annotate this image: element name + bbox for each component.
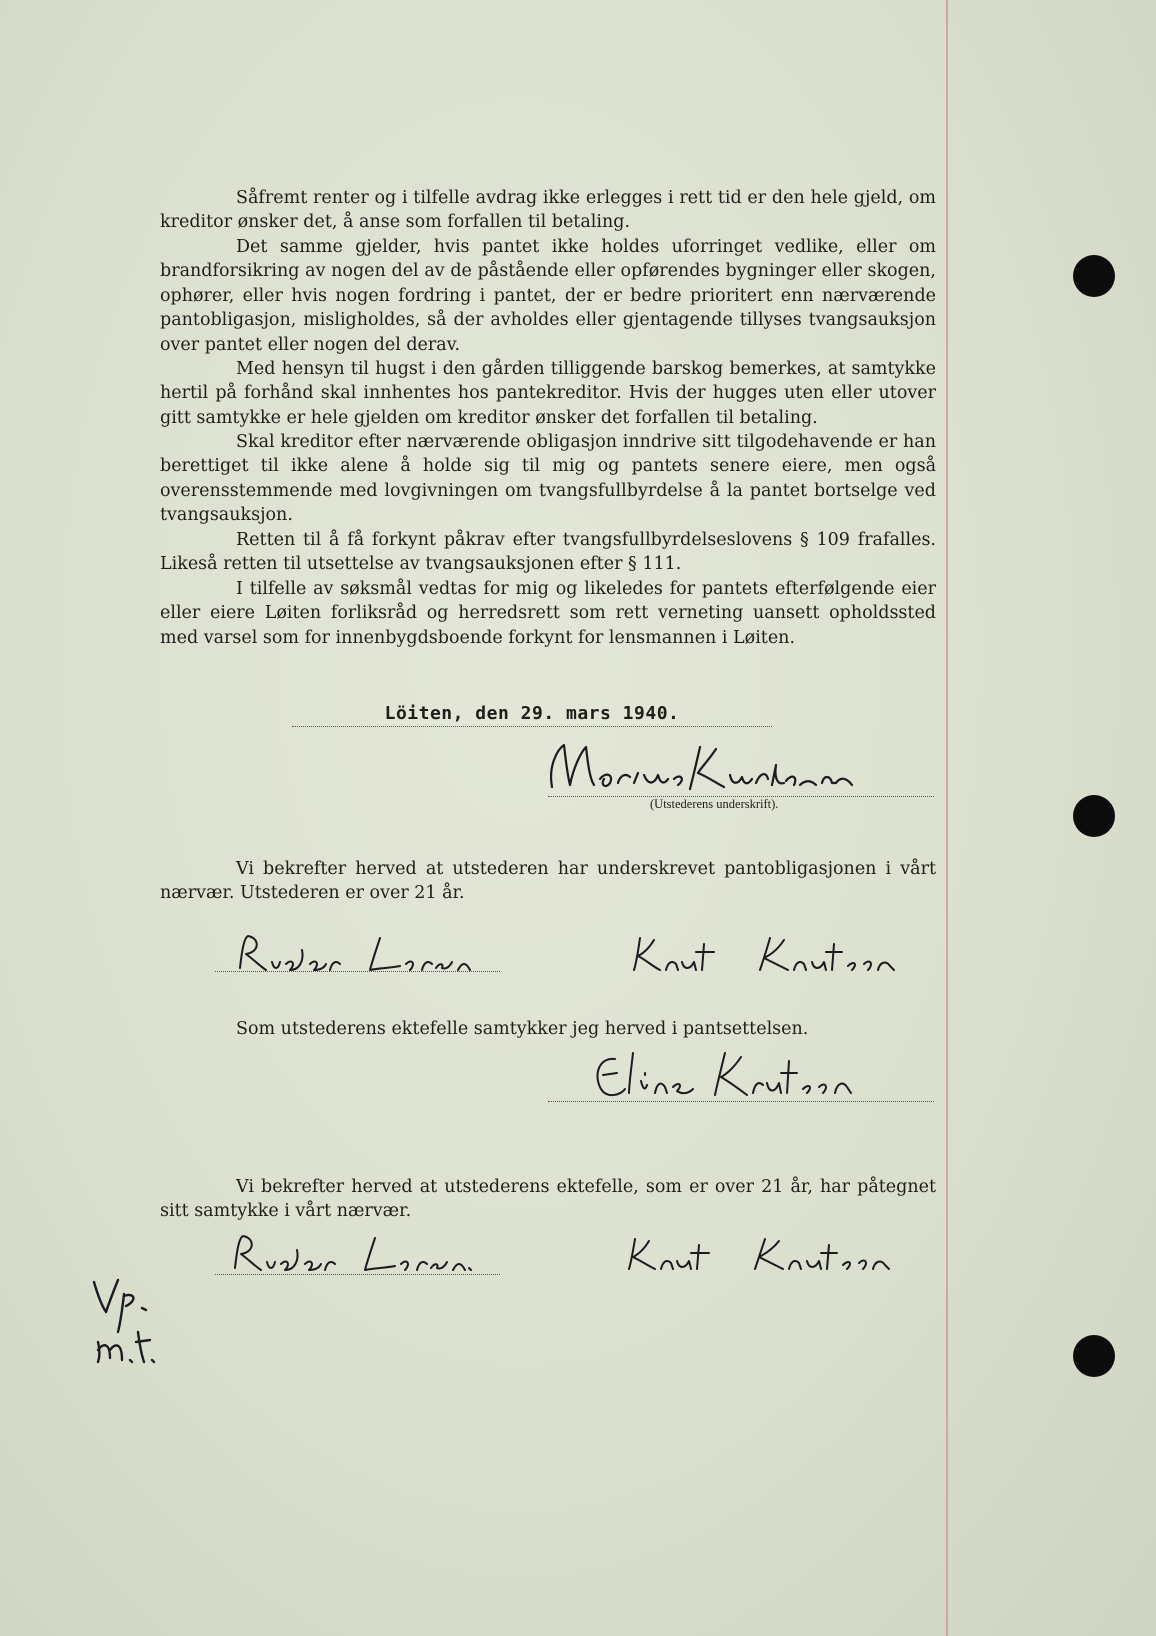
paragraph-text: I tilfelle av søksmål vedtas for mig og likeledes for pantets efterfølgende eier eller eiere Løiten forliksråd og herredsrett som rett verneting uansett opholdssted med varsel som for innenbygdsboende forkynt for lensmannen i Løiten.: [160, 579, 936, 648]
paragraph-default-clause: [160, 186, 936, 235]
bleed-through: [160, 712, 164, 727]
margin-note: [84, 1272, 184, 1372]
witness-a-signature: [230, 930, 490, 975]
issuer-caption: (Utstederens underskrift).: [650, 797, 779, 811]
punch-hole-icon: [1073, 795, 1115, 837]
spouse-signature: [585, 1045, 885, 1105]
paragraph-maintenance-clause: [160, 235, 936, 357]
paragraph-text: Vi bekrefter herved at utstederens ektefelle, som er over 21 år, har påtegnet sitt samtykke i vårt nærvær.: [160, 1177, 936, 1222]
paragraph-waiver-clause: [160, 528, 936, 577]
paragraph-enforcement-clause: [160, 430, 936, 528]
paragraph-text: Det samme gjelder, hvis pantet ikke holdes uforringet vedlike, eller om brandforsikring av nogen del av de påstående eller opførendes bygninger eller skogen, ophører, eller hvis nogen fordring i pantet, der er bedre prioritert enn nærværende pantobligasjon, misligholdes, så der avholdes eller gjentagende tillyses tvangsauksjon over pantet eller nogen del derav.: [160, 237, 936, 355]
paragraph-logging-clause: [160, 357, 936, 430]
paragraph-text: Med hensyn til hugst i den gården tilliggende barskog bemerkes, at samtykke hertil på forhånd skal innhentes hos pantekreditor. Hvis der hugges uten eller utover gitt samtykke er hele gjelden om kreditor ønsker det forfallen til betaling.: [160, 359, 936, 428]
paragraph-text: Skal kreditor efter nærværende obligasjon inndrive sitt tilgodehavende er han berettiget til ikke alene å holde sig til mig og pantets senere eiere, men også overensstemmende med lovgivningen om tvangsfullbyrdelse å la pantet bortselge ved tvangsauksjon.: [160, 432, 936, 526]
punch-hole-icon: [1073, 255, 1115, 297]
witness-b-signature: [620, 930, 940, 975]
witness-statement-1: [160, 857, 936, 906]
paragraph-text: Som utstederens ektefelle samtykker jeg herved i pantsettelsen.: [236, 1019, 809, 1039]
date-line: Löiten, den 29. mars 1940.: [292, 703, 772, 727]
witness-a2-signature-line: [215, 1273, 500, 1275]
paragraph-text: Retten til å få forkynt påkrav efter tvangsfullbyrdelseslovens § 109 frafalles. Likeså retten til utsettelse av tvangsauksjonen efter § 111.: [160, 530, 936, 575]
red-margin-line: [946, 0, 948, 1636]
witness-a-signature-line: [215, 970, 500, 972]
spouse-signature-line: [548, 1100, 934, 1102]
spouse-consent: [160, 1017, 936, 1041]
paragraph-text: Såfremt renter og i tilfelle avdrag ikke erlegges i rett tid er den hele gjeld, om kreditor ønsker det, å anse som forfallen til betaling.: [160, 188, 936, 233]
witness-statement-2: [160, 1175, 936, 1224]
punch-hole-icon: [1073, 1335, 1115, 1377]
paragraph-venue-clause: [160, 577, 936, 650]
witness-b2-signature: [615, 1233, 925, 1273]
paragraph-text: Vi bekrefter herved at utstederen har underskrevet pantobligasjonen i vårt nærvær. Utstederen er over 21 år.: [160, 859, 936, 904]
issuer-signature: [540, 735, 900, 800]
witness-a2-signature: [225, 1230, 485, 1275]
